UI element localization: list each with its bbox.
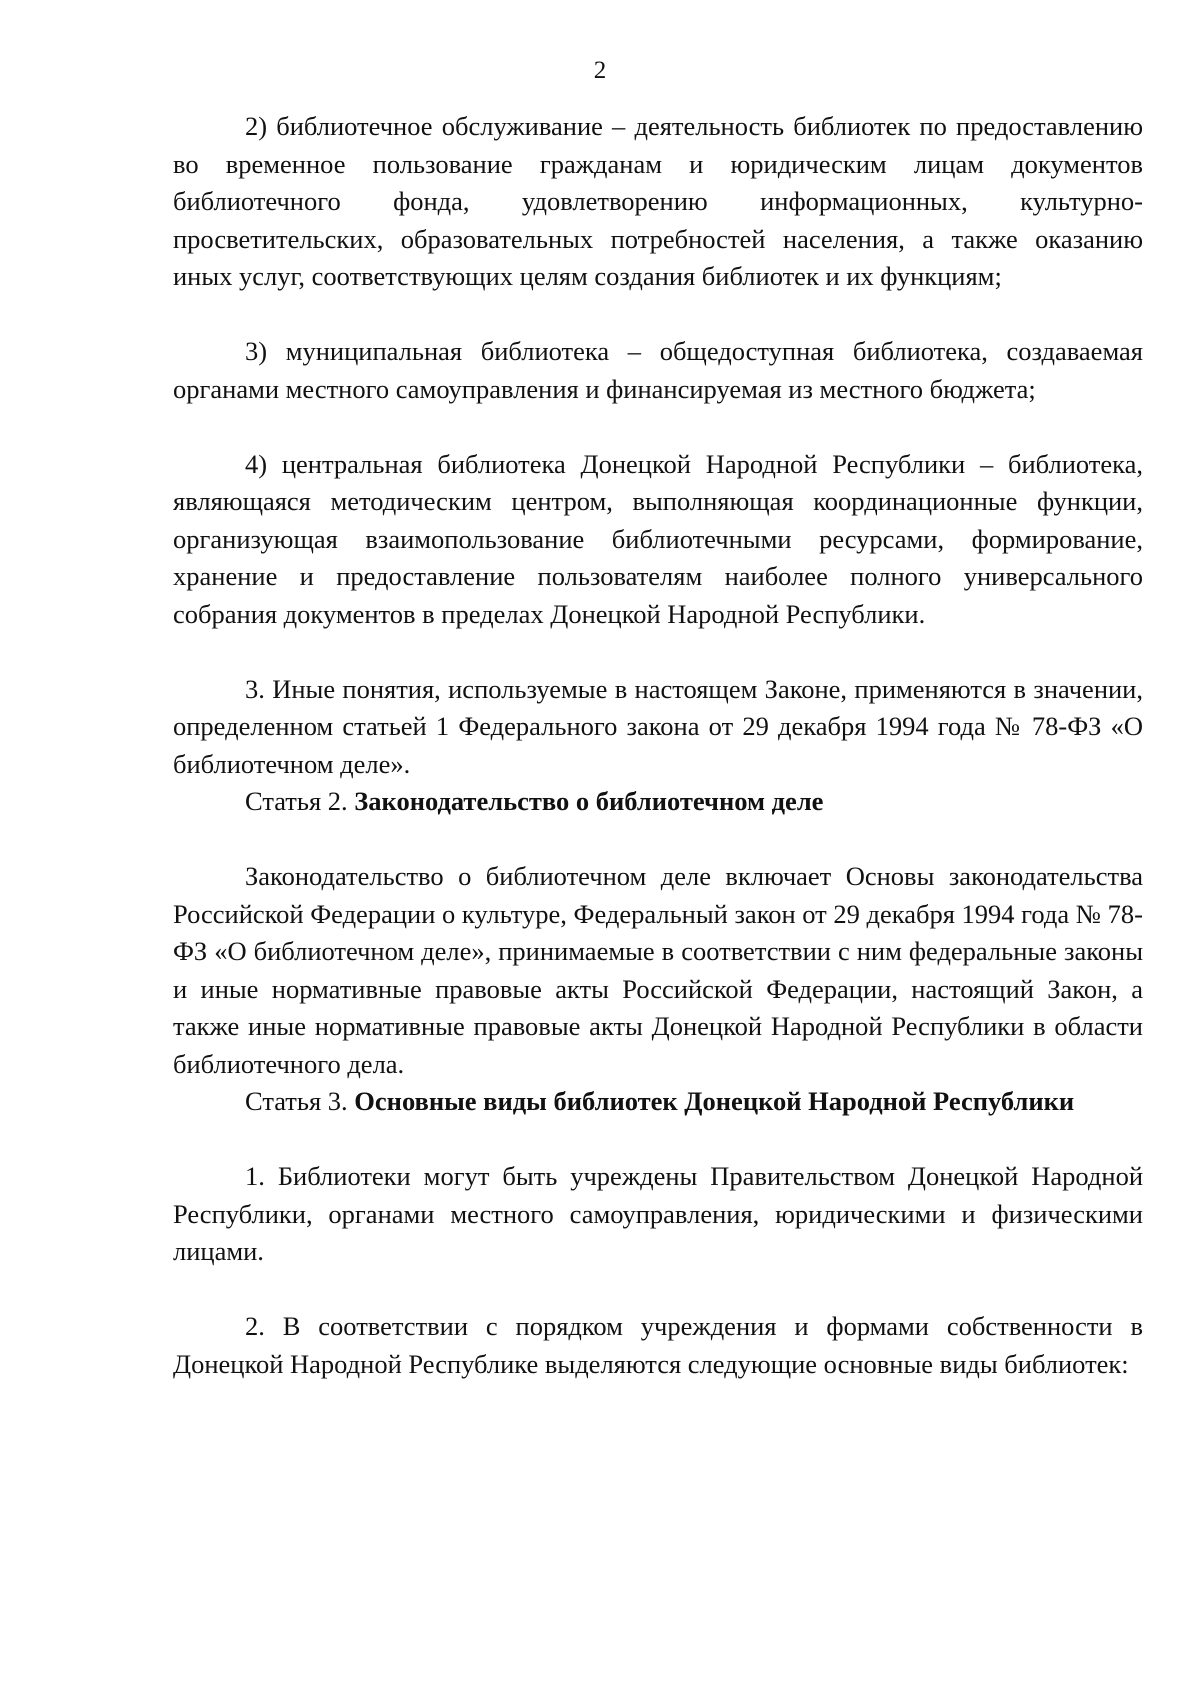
document-body: [173, 108, 1143, 1383]
paragraph-library-types: 2. В соответствии с порядком учреждения и формами собственности в Донецкой Народной Республике выделяются следующие основные виды библиотек:: [173, 1311, 1143, 1379]
article-2-prefix: Статья 2.: [245, 786, 348, 816]
article-3-prefix: Статья 3.: [245, 1086, 348, 1116]
paragraph-founders: 1. Библиотеки могут быть учреждены Правительством Донецкой Народной Республики, органами местного самоуправления, юридическими и физическими лицами.: [173, 1161, 1143, 1266]
paragraph-legislation: Законодательство о библиотечном деле включает Основы законодательства Российской Федерации о культуре, Федеральный закон от 29 декабря 1994 года № 78-ФЗ «О библиотечном деле», принимаемые в соответствии с ним федеральные законы и иные нормативные правовые акты Российской Федерации, настоящий Закон, а также иные нормативные правовые акты Донецкой Народной Республики в области библиотечного дела.: [173, 861, 1143, 1079]
article-3-title: Основные виды библиотек Донецкой Народной Республики: [354, 1086, 1075, 1116]
article-2-heading: [173, 783, 1143, 821]
page-number: 2: [593, 57, 607, 84]
paragraph-other-concepts: 3. Иные понятия, используемые в настоящем Законе, применяются в значении, определенном статьей 1 Федерального закона от 29 декабря 1994 года № 78-ФЗ «О библиотечном деле».: [173, 673, 1143, 779]
paragraph-library-service: 2) библиотечное обслуживание – деятельность библиотек по предоставлению во временное пользование гражданам и юридическим лицам документов библиотечного фонда, удовлетворению информационных, культурно-просветительских, образовательных потребностей населения, а также оказанию иных услуг, соответствующих целям создания библиотек и их функциям;: [173, 111, 1143, 291]
article-3-heading: [173, 1083, 1143, 1121]
article-2-title: Законодательство о библиотечном деле: [354, 786, 824, 816]
paragraph-central-library: 4) центральная библиотека Донецкой Народной Республики – библиотека, являющаяся методическим центром, выполняющая координационные функции, организующая взаимопользование библиотечными ресурсами, формирование, хранение и предоставление пользователям наиболее полного универсального собрания документов в пределах Донецкой Народной Республики.: [173, 448, 1143, 629]
paragraph-municipal-library: 3) муниципальная библиотека – общедоступная библиотека, создаваемая органами местного самоуправления и финансируемая из местного бюджета;: [173, 336, 1143, 404]
